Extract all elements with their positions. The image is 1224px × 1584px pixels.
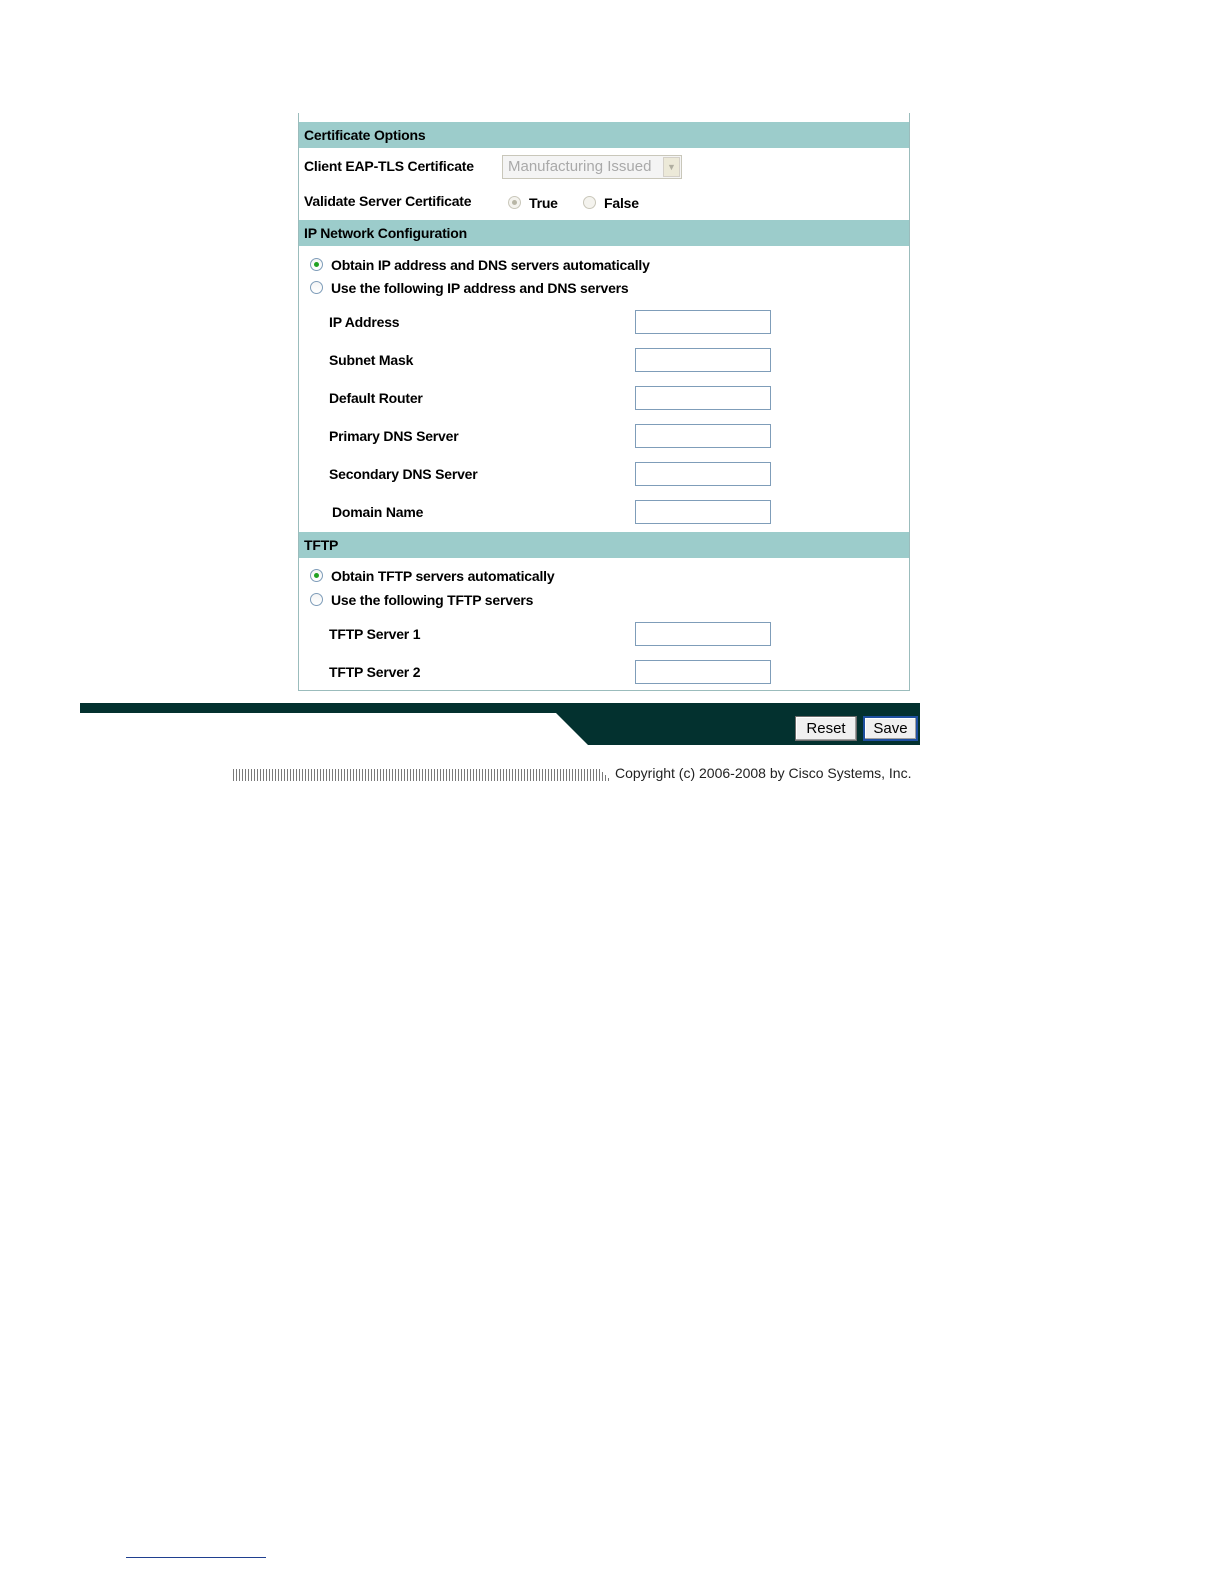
secondary-dns-label: Secondary DNS Server: [329, 466, 478, 482]
tftp-server-2-label: TFTP Server 2: [329, 664, 421, 680]
chevron-down-icon: ▼: [663, 157, 680, 177]
validate-true-radio[interactable]: [508, 196, 521, 209]
tftp-manual-radio[interactable]: [310, 593, 323, 606]
save-button[interactable]: Save: [863, 716, 918, 741]
tftp-server-1-label: TFTP Server 1: [329, 626, 421, 642]
reset-button[interactable]: Reset: [795, 716, 857, 741]
tftp-manual-label: Use the following TFTP servers: [331, 592, 534, 608]
primary-dns-label: Primary DNS Server: [329, 428, 459, 444]
tftp-heading: TFTP: [299, 532, 909, 558]
footer-bar: [80, 703, 920, 745]
domain-name-input[interactable]: [635, 500, 771, 524]
tftp-auto-radio[interactable]: [310, 569, 323, 582]
ip-network-heading: IP Network Configuration: [299, 220, 909, 246]
ip-address-input[interactable]: [635, 310, 771, 334]
primary-dns-input[interactable]: [635, 424, 771, 448]
validate-false-label: False: [604, 195, 639, 211]
ip-auto-label: Obtain IP address and DNS servers automatically: [331, 257, 650, 273]
client-cert-select[interactable]: [502, 155, 682, 179]
ip-auto-radio[interactable]: [310, 258, 323, 271]
client-cert-label: Client EAP-TLS Certificate: [304, 158, 474, 174]
default-router-input[interactable]: [635, 386, 771, 410]
validate-server-cert-label: Validate Server Certificate: [304, 193, 472, 209]
validate-false-radio[interactable]: [583, 196, 596, 209]
validate-true-label: True: [529, 195, 558, 211]
decorative-bars-icon: [233, 768, 613, 781]
domain-name-label: Domain Name: [332, 504, 424, 520]
settings-panel: [298, 113, 910, 691]
secondary-dns-input[interactable]: [635, 462, 771, 486]
subnet-mask-label: Subnet Mask: [329, 352, 414, 368]
ip-address-label: IP Address: [329, 314, 400, 330]
ip-manual-radio[interactable]: [310, 281, 323, 294]
tftp-server-2-input[interactable]: [635, 660, 771, 684]
client-cert-value: Manufacturing Issued: [508, 158, 652, 175]
default-router-label: Default Router: [329, 390, 423, 406]
subnet-mask-input[interactable]: [635, 348, 771, 372]
copyright-text: Copyright (c) 2006-2008 by Cisco Systems, Inc.: [615, 765, 912, 781]
tftp-server-1-input[interactable]: [635, 622, 771, 646]
ip-manual-label: Use the following IP address and DNS servers: [331, 280, 629, 296]
tftp-auto-label: Obtain TFTP servers automatically: [331, 568, 555, 584]
certificate-options-heading: Certificate Options: [299, 122, 909, 148]
bottom-divider: [126, 1557, 266, 1558]
